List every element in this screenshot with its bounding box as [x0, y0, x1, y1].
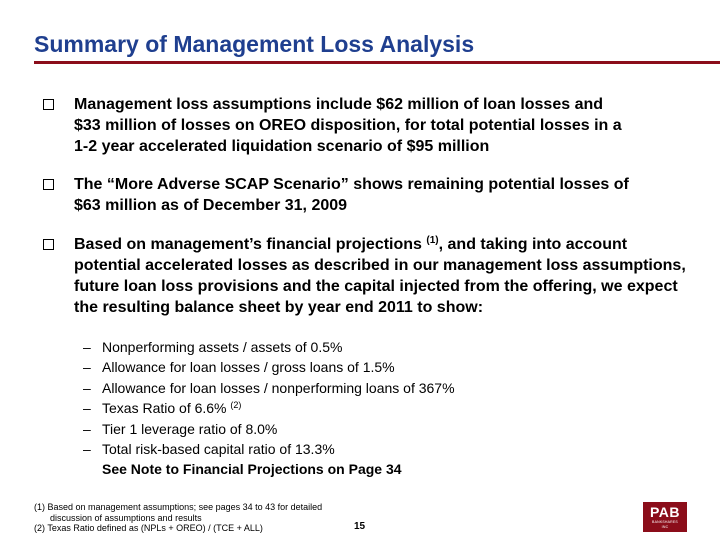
footnotes	[34, 502, 322, 534]
dash-marker: –	[83, 359, 91, 376]
footnote: discussion of assumptions and results	[50, 512, 202, 523]
bullet-line-tail: , and taking into account	[438, 236, 628, 253]
checkbox-icon	[43, 99, 54, 110]
bullet-item	[43, 94, 698, 157]
bullet-item	[43, 234, 698, 318]
page-title: Summary of Management Loss Analysis	[34, 31, 475, 57]
bullet-line: The “More Adverse SCAP Scenario” shows remaining potential losses of	[74, 176, 629, 193]
bullet-line: Management loss assumptions include $62 million of loan losses and	[74, 96, 604, 113]
list-item-text: Allowance for loan losses / nonperforming loans of 367%	[102, 379, 455, 396]
list-item-text: Total risk-based capital ratio of 13.3%	[102, 441, 335, 458]
list-item	[83, 398, 455, 418]
projections-note: See Note to Financial Projections on Page 34	[102, 461, 402, 478]
list-item	[83, 337, 455, 357]
list-item	[83, 419, 455, 439]
list-item-text: Allowance for loan losses / gross loans of 1.5%	[102, 359, 395, 376]
bullet-line: $63 million as of December 31, 2009	[74, 197, 348, 214]
footnote-ref: (2)	[230, 400, 242, 411]
bullet-item	[43, 174, 698, 216]
list-item	[83, 439, 455, 459]
dash-marker: –	[83, 400, 91, 417]
dash-marker: –	[83, 379, 91, 396]
footnote: (2) Texas Ratio defined as (NPLs + OREO) / (TCE + ALL)	[34, 523, 263, 533]
page-number: 15	[354, 521, 366, 532]
logo-text: PAB	[649, 504, 681, 520]
dash-marker: –	[83, 339, 91, 355]
logo-subtext: INC	[661, 524, 669, 529]
bullet-line: future loan loss provisions and the capital injected from the offering, we expect	[74, 278, 678, 295]
company-logo	[643, 502, 687, 532]
dash-marker: –	[83, 420, 91, 437]
list-item-text: Texas Ratio of 6.6%	[102, 400, 227, 417]
bullet-line-text: Based on management’s financial projections	[74, 236, 422, 253]
title-divider	[34, 61, 720, 64]
list-item	[83, 378, 455, 398]
checkbox-icon	[43, 179, 54, 190]
checkbox-icon	[43, 239, 54, 250]
bullet-line: 1-2 year accelerated liquidation scenario of $95 million	[74, 138, 490, 155]
list-item-text: Tier 1 leverage ratio of 8.0%	[102, 420, 278, 437]
bullet-line	[74, 234, 698, 255]
metrics-list	[83, 337, 455, 480]
list-item	[83, 357, 455, 377]
list-item-text: Nonperforming assets / assets of 0.5%	[102, 339, 343, 355]
footnote-ref: (1)	[426, 235, 439, 246]
bullet-line: potential accelerated losses as described in our management loss assumptions,	[74, 257, 686, 274]
logo-subtext: BANKSHARES	[652, 520, 678, 524]
bullet-line: $33 million of losses on OREO disposition, for total potential losses in a	[74, 117, 622, 134]
bullet-line: the resulting balance sheet by year end 2011 to show:	[74, 299, 484, 316]
dash-marker: –	[83, 441, 91, 458]
footnote: (1) Based on management assumptions; see pages 34 to 43 for detailed	[34, 502, 323, 512]
